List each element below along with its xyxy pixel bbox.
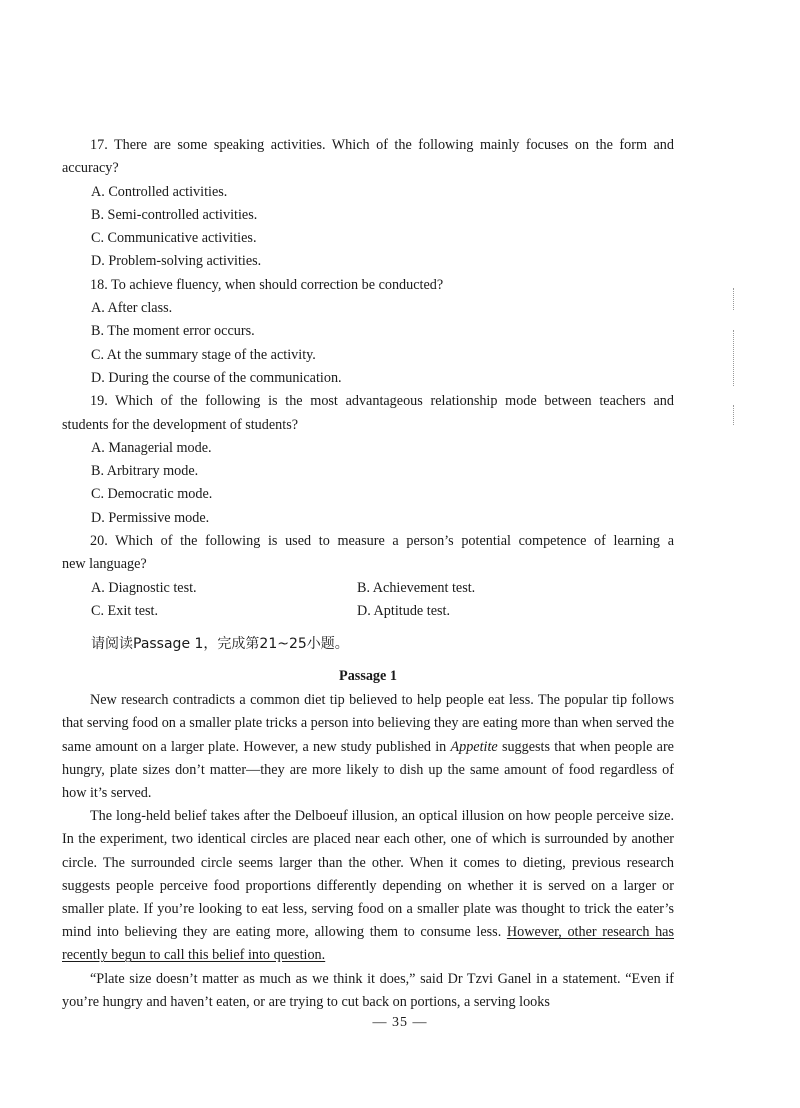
question-18-option-d: D. During the course of the communication. <box>91 369 342 386</box>
question-18-stem: 18. To achieve fluency, when should correction be conducted? <box>90 276 444 293</box>
exam-page-content <box>62 134 674 1014</box>
passage-paragraph-2 <box>62 805 674 967</box>
margin-dots <box>733 288 736 310</box>
question-17-option-d: D. Problem-solving activities. <box>91 253 262 270</box>
paragraph-1-text-b: suggests that when people are hungry, plate sizes don’t matter—they are more likely to dish up the same amount of food regardless of how it’s served. <box>62 738 674 802</box>
underlined-sentence: However, other research has recently begun to call this belief into question. <box>62 924 675 964</box>
question-20-option-c: C. Exit test. <box>91 602 158 619</box>
question-17-option-a: A. Controlled activities. <box>91 183 228 200</box>
passage-paragraph-1 <box>62 689 674 805</box>
paragraph-1-text-a: New research contradicts a common diet tip believed to help people eat less. The popular tip follows that serving food on a smaller plate tricks a person into believing they are eating more than when served the same amount on a larger plate. However, a new study published in <box>62 692 674 755</box>
margin-dots <box>733 405 736 425</box>
question-17-option-c: C. Communicative activities. <box>91 230 257 247</box>
margin-dots <box>733 330 736 386</box>
question-18-option-b: B. The moment error occurs. <box>91 323 255 340</box>
question-17-option-b: B. Semi-controlled activities. <box>91 206 258 223</box>
question-19-option-d: D. Permissive mode. <box>91 509 210 526</box>
question-20-stem-line1: 20. Which of the following is used to measure a person’s potential competence of learning a <box>90 533 674 550</box>
question-19-stem-line1: 19. Which of the following is the most advantageous relationship mode between teachers and <box>90 393 674 410</box>
question-19-option-c: C. Democratic mode. <box>91 486 213 503</box>
question-18-option-c: C. At the summary stage of the activity. <box>91 346 316 363</box>
passage-paragraph-3: “Plate size doesn’t matter as much as we think it does,” said Dr Tzvi Ganel in a statement. “Even if you’re hungry and haven’t eaten, or are trying to cut back on portions, a serving looks <box>62 970 674 1010</box>
question-19-option-a: A. Managerial mode. <box>91 439 212 456</box>
journal-name: Appetite <box>450 738 498 755</box>
passage-title: Passage 1 <box>339 668 397 685</box>
question-20-options-row2 <box>62 600 674 623</box>
question-19-stem-line2: students for the development of students? <box>62 416 299 433</box>
page-number: — 35 — <box>372 1015 428 1030</box>
question-20-option-a: A. Diagnostic test. <box>91 579 197 596</box>
question-20-option-b: B. Achievement test. <box>357 579 476 596</box>
paragraph-2-text: The long-held belief takes after the Delboeuf illusion, an optical illusion on how people perceive size. In the experiment, two identical circles are placed near each other, one of which is surrounded by another circle. The surrounded circle seems larger than the other. When it comes to dieting, previous research suggests people perceive food proportions differently depending on whether it is served on a larger or smaller plate. If you’re looking to eat less, serving food on a smaller plate was thought to trick the eater’s mind into believing they are eating more, allowing them to consume less. <box>62 808 674 941</box>
question-18-option-a: A. After class. <box>91 300 173 317</box>
question-17-stem-line2: accuracy? <box>62 160 119 177</box>
question-17-stem-line1: 17. There are some speaking activities. Which of the following mainly focuses on the form and <box>90 137 674 153</box>
question-20-options-row1 <box>62 577 674 600</box>
reading-instruction: 请阅读Passage 1，完成第21~25小题。 <box>91 636 349 653</box>
question-20-stem-line2: new language? <box>62 556 147 573</box>
question-19-option-b: B. Arbitrary mode. <box>91 463 199 480</box>
question-20-option-d: D. Aptitude test. <box>357 602 451 619</box>
